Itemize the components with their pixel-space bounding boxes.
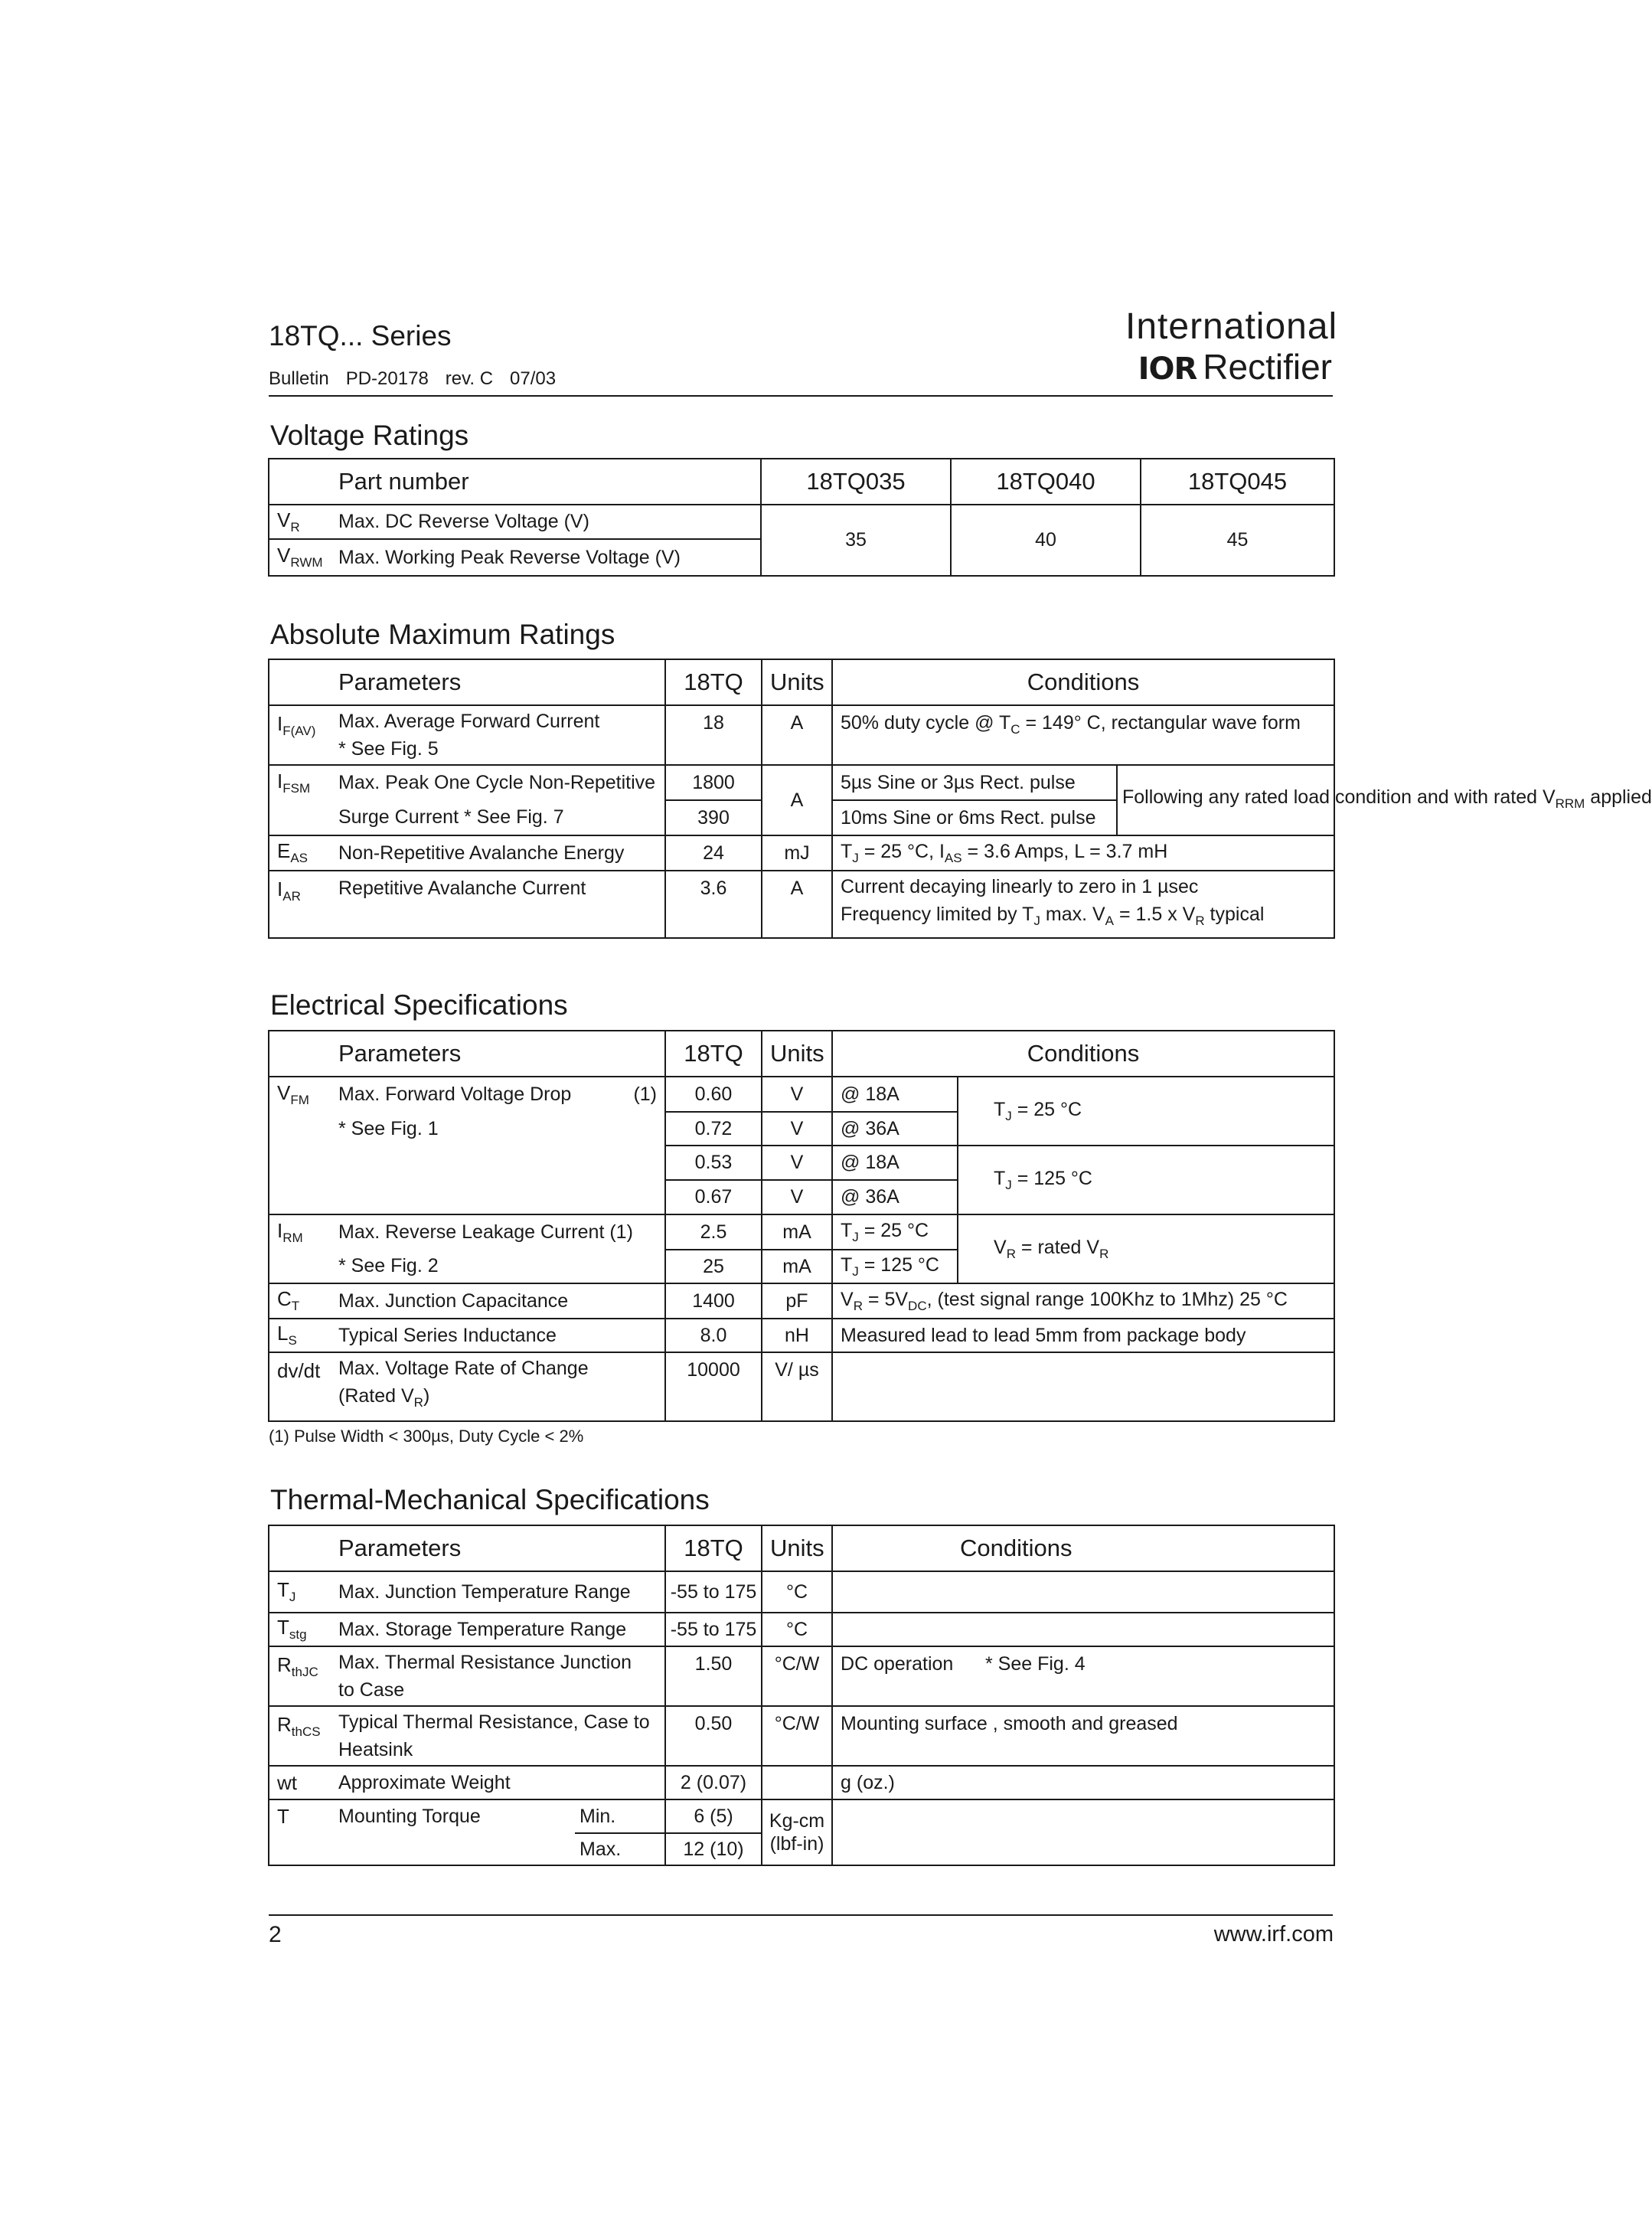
rthcs-conditions: Mounting surface , smooth and greased <box>832 1706 1334 1766</box>
absmax-units-header: Units <box>762 659 832 705</box>
vfm-units-3: V <box>762 1146 832 1180</box>
voltage-value-040: 40 <box>951 505 1141 576</box>
rthcs-symbol: $R_{thCS}$ <box>269 1706 331 1766</box>
ifav-value: 18 <box>665 705 762 765</box>
irm-vr-rated: $V_R$ = rated $V_R$ <box>958 1214 1334 1283</box>
vfm-symbol-cont3 <box>269 1180 331 1214</box>
tj-symbol: $T_J$ <box>269 1571 331 1613</box>
vfm-units-4: V <box>762 1180 832 1214</box>
absmax-cond-header: Conditions <box>832 659 1334 705</box>
ifsm-note: Following any rated load condition and with rated $V_{RRM}$ applied <box>1117 765 1334 835</box>
irm-value-2: 25 <box>665 1250 762 1283</box>
thermal-title: Thermal-Mechanical Specifications <box>270 1484 710 1515</box>
voltage-value-045: 45 <box>1141 505 1334 576</box>
vfm-value-1: 0.60 <box>665 1077 762 1112</box>
dvdt-symbol: dv/dt <box>269 1352 331 1421</box>
vfm-tj-25: $T_J = 25$ °C <box>958 1077 1334 1146</box>
dvdt-value: 10000 <box>665 1352 762 1421</box>
wt-symbol: wt <box>269 1766 331 1799</box>
elec-param-header: Parameters <box>331 1031 665 1077</box>
voltage-corner <box>269 459 331 505</box>
bulletin-rev: rev. C <box>445 368 494 389</box>
torque-symbol-cont <box>269 1833 331 1865</box>
series-title: 18TQ... Series <box>269 320 452 351</box>
rthcs-value: 0.50 <box>665 1706 762 1766</box>
part-number-label: Part number <box>331 459 761 505</box>
tj-units: °C <box>762 1571 832 1613</box>
ct-symbol: $C_T$ <box>269 1283 331 1319</box>
bulletin-date: 07/03 <box>510 368 557 389</box>
part-18tq035: 18TQ035 <box>761 459 951 505</box>
elec-units-header: Units <box>762 1031 832 1077</box>
vfm-symbol-cont <box>269 1112 331 1146</box>
tj-conditions <box>832 1571 1334 1613</box>
page-number: 2 <box>269 1922 282 1947</box>
ifav-symbol: $I_{F(AV)}$ <box>269 705 331 765</box>
ifsm-symbol-cont <box>269 800 331 835</box>
torque-units: Kg-cm (lbf-in) <box>762 1799 832 1865</box>
rthjc-value: 1.50 <box>665 1646 762 1706</box>
ifsm-symbol: $I_{FSM}$ <box>269 765 331 800</box>
eas-units: mJ <box>762 835 832 871</box>
torque-max-label: Max. <box>575 1833 665 1865</box>
torque-min-value: 6 (5) <box>665 1799 762 1833</box>
eas-param: Non-Repetitive Avalanche Energy <box>331 835 665 871</box>
irm-cond-2: $T_J = 125$ °C <box>832 1250 958 1283</box>
vfm-param2: * See Fig. 1 <box>331 1112 665 1146</box>
iar-value: 3.6 <box>665 871 762 938</box>
vfm-tj-125: $T_J = 125$ °C <box>958 1146 1334 1214</box>
ifsm-value1: 1800 <box>665 765 762 800</box>
vfm-param-blank <box>331 1146 665 1180</box>
bulletin-line <box>269 368 573 390</box>
bulletin-pd: PD-20178 <box>345 368 429 389</box>
tstg-param: Max. Storage Temperature Range <box>331 1613 665 1646</box>
vr-param: Max. DC Reverse Voltage (V) <box>331 505 761 539</box>
logo-rectifier: Rectifier <box>1203 347 1332 387</box>
absmax-title: Absolute Maximum Ratings <box>270 619 615 650</box>
tj-param: Max. Junction Temperature Range <box>331 1571 665 1613</box>
vfm-value-3: 0.53 <box>665 1146 762 1180</box>
voltage-table <box>268 458 1335 577</box>
vfm-param1: Max. Forward Voltage Drop (1) <box>331 1077 665 1112</box>
bulletin-label: Bulletin <box>269 368 329 389</box>
iar-param: Repetitive Avalanche Current <box>331 871 665 938</box>
vfm-cond-1: @ 18A <box>832 1077 958 1112</box>
vfm-param-blank2 <box>331 1180 665 1214</box>
tj-value: -55 to 175 <box>665 1571 762 1613</box>
thermal-table <box>268 1525 1335 1866</box>
vfm-symbol: $V_{FM}$ <box>269 1077 331 1112</box>
ls-param: Typical Series Inductance <box>331 1319 665 1352</box>
vrwm-param: Max. Working Peak Reverse Voltage (V) <box>331 539 761 576</box>
tstg-value: -55 to 175 <box>665 1613 762 1646</box>
ct-value: 1400 <box>665 1283 762 1319</box>
ifsm-cond1: 5µs Sine or 3µs Rect. pulse <box>832 765 1117 800</box>
irm-cond-1: $T_J = 25$ °C <box>832 1214 958 1250</box>
footer-url[interactable]: www.irf.com <box>1213 1922 1334 1946</box>
elec-footnote: (1) Pulse Width < 300µs, Duty Cycle < 2% <box>269 1427 584 1446</box>
eas-conditions: $T_J = 25$ °C, $I_{AS} = 3.6$ Amps, L = 3.7 mH <box>832 835 1334 871</box>
torque-symbol: T <box>269 1799 331 1833</box>
logo-line2 <box>1125 348 1332 388</box>
vfm-cond-4: @ 36A <box>832 1180 958 1214</box>
ifsm-param1: Max. Peak One Cycle Non-Repetitive <box>331 765 665 800</box>
ifsm-value2: 390 <box>665 800 762 835</box>
wt-units <box>762 1766 832 1799</box>
rthjc-param: Max. Thermal Resistance Junction to Case <box>331 1646 665 1706</box>
thermal-units-header: Units <box>762 1525 832 1571</box>
ct-conditions: $V_R = 5V_{DC}$, (test signal range 100Khz to 1Mhz) 25 °C <box>832 1283 1334 1319</box>
dvdt-param: Max. Voltage Rate of Change (Rated $V_R$) <box>331 1352 665 1421</box>
rthcs-param: Typical Thermal Resistance, Case to Heatsink <box>331 1706 665 1766</box>
thermal-cond-header: Conditions <box>832 1525 1334 1571</box>
elec-table <box>268 1030 1335 1422</box>
ifav-param: Max. Average Forward Current * See Fig. 5 <box>331 705 665 765</box>
elec-val-header: 18TQ <box>665 1031 762 1077</box>
iar-symbol: $I_{AR}$ <box>269 871 331 938</box>
vfm-value-2: 0.72 <box>665 1112 762 1146</box>
ifsm-cond2: 10ms Sine or 6ms Rect. pulse <box>832 800 1117 835</box>
irm-units-1: mA <box>762 1214 832 1250</box>
wt-value: 2 (0.07) <box>665 1766 762 1799</box>
wt-param: Approximate Weight <box>331 1766 665 1799</box>
eas-symbol: $E_{AS}$ <box>269 835 331 871</box>
ifsm-units: A <box>762 765 832 835</box>
elec-cond-header: Conditions <box>832 1031 1334 1077</box>
irm-symbol-cont <box>269 1250 331 1283</box>
absmax-table <box>268 659 1652 939</box>
ior-mark: IOR <box>1138 351 1197 387</box>
vr-symbol: $V_R$ <box>269 505 331 539</box>
dvdt-conditions <box>832 1352 1334 1421</box>
vfm-units-2: V <box>762 1112 832 1146</box>
irm-param2: * See Fig. 2 <box>331 1250 665 1283</box>
ifav-conditions: 50% duty cycle @ $T_C = 149^\circ$ C, rectangular wave form <box>832 705 1334 765</box>
ls-value: 8.0 <box>665 1319 762 1352</box>
torque-param: Mounting Torque <box>331 1799 575 1833</box>
absmax-param-header: Parameters <box>331 659 665 705</box>
part-18tq045: 18TQ045 <box>1141 459 1334 505</box>
irm-param1: Max. Reverse Leakage Current (1) <box>331 1214 665 1250</box>
voltage-value-035: 35 <box>761 505 951 576</box>
ct-units: pF <box>762 1283 832 1319</box>
absmax-val-header: 18TQ <box>665 659 762 705</box>
rthjc-symbol: $R_{thJC}$ <box>269 1646 331 1706</box>
vfm-units-1: V <box>762 1077 832 1112</box>
elec-corner <box>269 1031 331 1077</box>
dvdt-units: V/ µs <box>762 1352 832 1421</box>
vfm-cond-2: @ 36A <box>832 1112 958 1146</box>
logo-line1: International <box>1125 306 1338 347</box>
vfm-cond-3: @ 18A <box>832 1146 958 1180</box>
wt-conditions: g (oz.) <box>832 1766 1334 1799</box>
vrwm-symbol: $V_{RWM}$ <box>269 539 331 576</box>
torque-max-value: 12 (10) <box>665 1833 762 1865</box>
rthcs-units: °C/W <box>762 1706 832 1766</box>
voltage-title: Voltage Ratings <box>270 420 469 451</box>
vfm-value-4: 0.67 <box>665 1180 762 1214</box>
torque-conditions <box>832 1799 1334 1865</box>
iar-conditions: Current decaying linearly to zero in 1 µsec Frequency limited by $T_J$ max. $V_A = 1.5$ x $V_R$ typical <box>832 871 1334 938</box>
thermal-param-header: Parameters <box>331 1525 665 1571</box>
part-18tq040: 18TQ040 <box>951 459 1141 505</box>
vfm-symbol-cont2 <box>269 1146 331 1180</box>
ifav-units: A <box>762 705 832 765</box>
thermal-val-header: 18TQ <box>665 1525 762 1571</box>
ls-symbol: $L_S$ <box>269 1319 331 1352</box>
header-rule <box>269 395 1333 397</box>
iar-units: A <box>762 871 832 938</box>
tstg-symbol: $T_{stg}$ <box>269 1613 331 1646</box>
ct-param: Max. Junction Capacitance <box>331 1283 665 1319</box>
thermal-corner <box>269 1525 331 1571</box>
ls-units: nH <box>762 1319 832 1352</box>
rthjc-units: °C/W <box>762 1646 832 1706</box>
absmax-corner <box>269 659 331 705</box>
eas-value: 24 <box>665 835 762 871</box>
torque-param-cont <box>331 1833 575 1865</box>
tstg-conditions <box>832 1613 1334 1646</box>
footer-rule <box>269 1914 1333 1916</box>
ifsm-param2: Surge Current * See Fig. 7 <box>331 800 665 835</box>
tstg-units: °C <box>762 1613 832 1646</box>
rthjc-conditions: DC operation * See Fig. 4 <box>832 1646 1334 1706</box>
irm-symbol: $I_{RM}$ <box>269 1214 331 1250</box>
irm-units-2: mA <box>762 1250 832 1283</box>
torque-min-label: Min. <box>575 1799 665 1833</box>
elec-title: Electrical Specifications <box>270 989 568 1021</box>
ls-conditions: Measured lead to lead 5mm from package body <box>832 1319 1334 1352</box>
company-logo <box>1125 306 1338 388</box>
irm-value-1: 2.5 <box>665 1214 762 1250</box>
